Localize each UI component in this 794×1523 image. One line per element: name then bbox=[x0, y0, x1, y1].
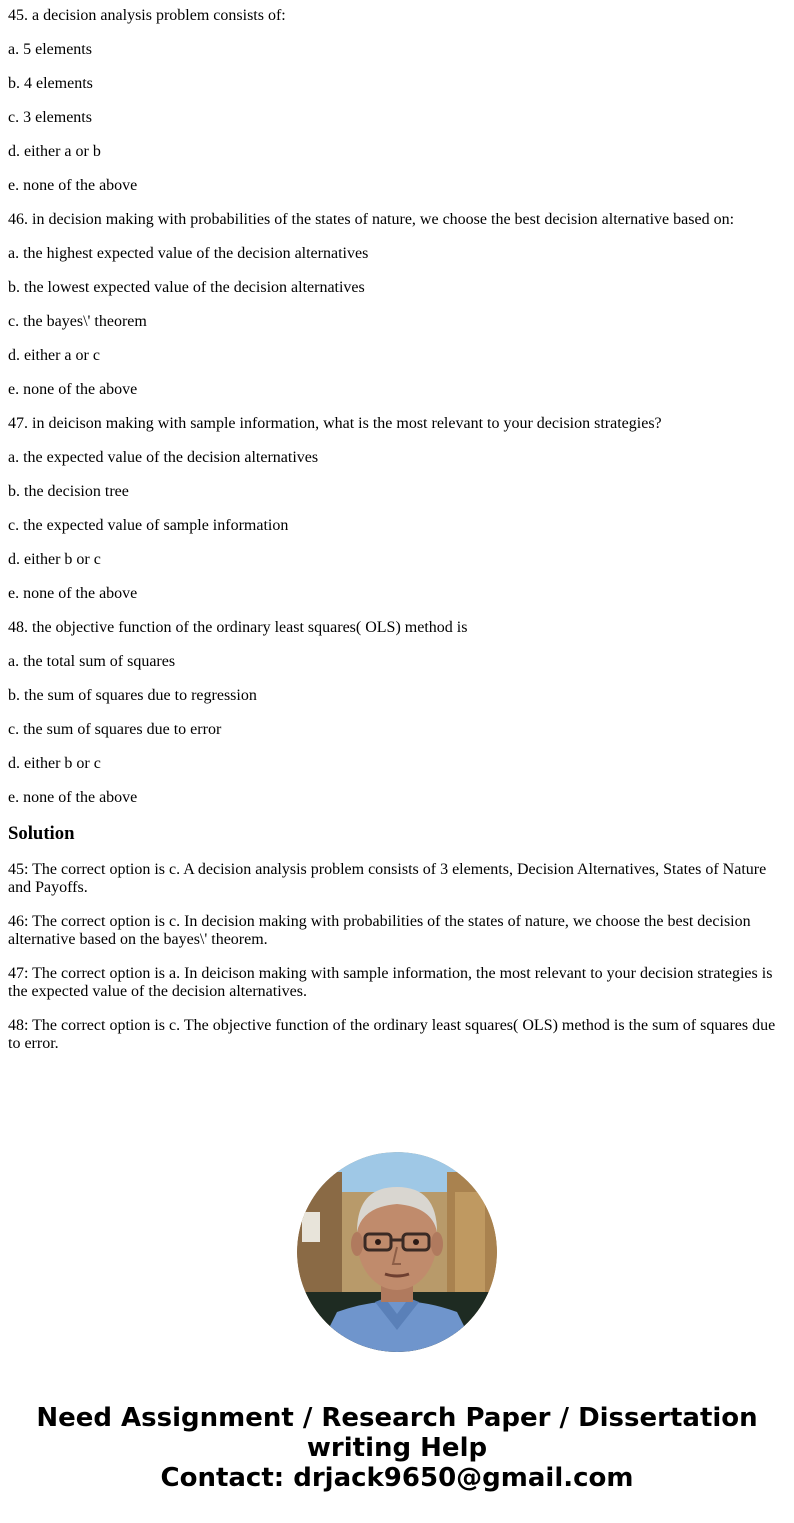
question-block bbox=[8, 415, 786, 603]
solution-answer: 48: The correct option is c. The objective function of the ordinary least squares( OLS) method is the sum of squares due to error. bbox=[8, 1017, 776, 1052]
answer-option: d. either b or c bbox=[8, 755, 101, 772]
question-block bbox=[8, 619, 786, 807]
promo-headline: Need Assignment / Research Paper / Dissertation writing Help bbox=[36, 1403, 758, 1463]
answer-option: c. the expected value of sample information bbox=[8, 517, 289, 534]
question-text: 46. in decision making with probabilities of the states of nature, we choose the best decision alternative based on: bbox=[8, 211, 735, 228]
answer-option: e. none of the above bbox=[8, 177, 138, 194]
solution-heading: Solution bbox=[8, 823, 75, 844]
solution-answer: 45: The correct option is c. A decision analysis problem consists of 3 elements, Decision Alternatives, States of Nature and Payoffs. bbox=[8, 861, 767, 896]
answer-option: d. either a or b bbox=[8, 143, 101, 160]
answer-option: d. either b or c bbox=[8, 551, 101, 568]
answer-option: b. the decision tree bbox=[8, 483, 129, 500]
answer-option: c. the bayes\' theorem bbox=[8, 313, 147, 330]
question-text: 45. a decision analysis problem consists of: bbox=[8, 7, 286, 24]
author-avatar bbox=[297, 1152, 497, 1352]
promo-footer bbox=[0, 1152, 794, 1493]
answer-option: a. the highest expected value of the decision alternatives bbox=[8, 245, 369, 262]
answer-option: c. the sum of squares due to error bbox=[8, 721, 222, 738]
answer-option: a. the total sum of squares bbox=[8, 653, 176, 670]
answer-option: e. none of the above bbox=[8, 381, 138, 398]
document-body bbox=[8, 7, 786, 1069]
solution-answer: 47: The correct option is a. In deicison making with sample information, the most relevant to your decision strategies is the expected value of the decision alternatives. bbox=[8, 965, 773, 1000]
answer-option: b. 4 elements bbox=[8, 75, 93, 92]
answer-option: d. either a or c bbox=[8, 347, 100, 364]
answer-option: c. 3 elements bbox=[8, 109, 92, 126]
answer-option: a. the expected value of the decision alternatives bbox=[8, 449, 319, 466]
contact-email: Contact: drjack9650@gmail.com bbox=[160, 1463, 634, 1493]
answer-option: e. none of the above bbox=[8, 585, 138, 602]
question-block bbox=[8, 211, 786, 399]
question-text: 47. in deicison making with sample information, what is the most relevant to your decision strategies? bbox=[8, 415, 662, 432]
question-text: 48. the objective function of the ordinary least squares( OLS) method is bbox=[8, 619, 468, 636]
question-block bbox=[8, 7, 786, 195]
answer-option: b. the sum of squares due to regression bbox=[8, 687, 257, 704]
promo-text bbox=[0, 1403, 794, 1493]
author-portrait bbox=[297, 1152, 497, 1352]
solution-answer: 46: The correct option is c. In decision making with probabilities of the states of nature, we choose the best decision alternative based on the bayes\' theorem. bbox=[8, 913, 751, 948]
answer-option: a. 5 elements bbox=[8, 41, 92, 58]
answer-option: e. none of the above bbox=[8, 789, 138, 806]
answer-option: b. the lowest expected value of the decision alternatives bbox=[8, 279, 365, 296]
